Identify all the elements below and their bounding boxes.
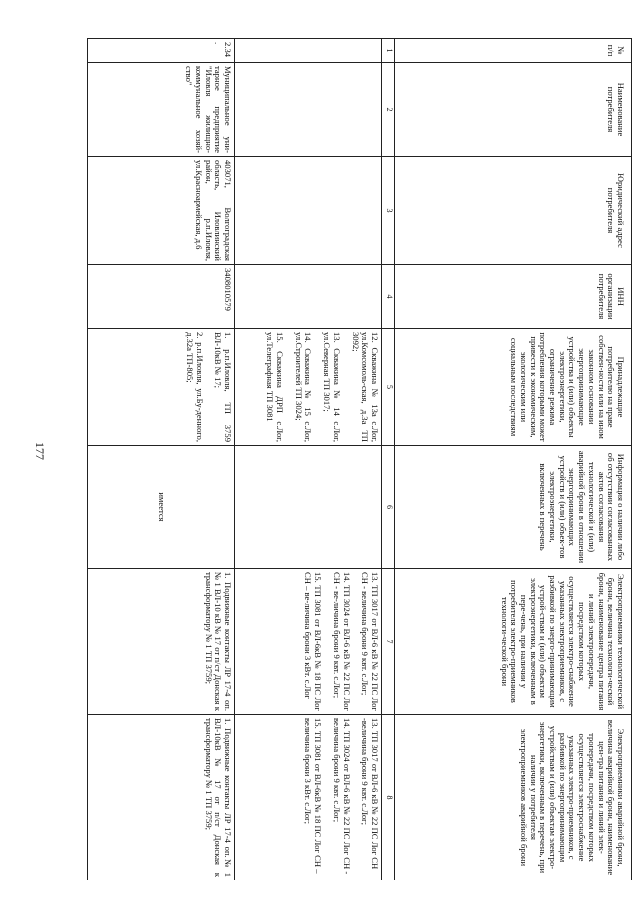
column-number: 4 <box>382 265 395 329</box>
devices-cell <box>88 329 235 446</box>
reserve-entry: 14. ТП 3024 от ВЛ-6 кВ № 22 ПС Лог СН - величина брони 9 квт. с.Лог; <box>331 718 352 875</box>
emergency-reserve-value: 1. Подвижные контакты ЛР 17-4 оп.№ 1 ВЛ-10кВ № 17 от п/ст Донская к трансформатору № 1 ТП 3759; <box>88 715 235 881</box>
table-row <box>88 39 235 881</box>
legal-address: 403071, Волгоградская область, Иловлинский район, р.п.Иловля, ул.Красноармейская, д.6 <box>88 157 235 265</box>
device-entry: 15. Скважина ДРП с.Лог, ул.Телеграфная ТП 3081 <box>265 332 286 442</box>
column-number: 1 <box>382 39 395 63</box>
header-devices: Принадлежащие потребителю на праве собствен-ности или на ином законном основании энергопринимающие устройства и (или) объекты электроэнергетики, ограничение режима потребления которыми может привести к экономическим, экологическим или социальным последствиям <box>395 329 632 446</box>
column-number: 7 <box>382 569 395 715</box>
header-acts-info: Информация о наличии либо об отсутствии согласованных актов согласования технологической и (или) аварийной брони в отношении энергопринимающих устройств и (или) объек-тов электроэнергетики, включенных в перечень <box>395 446 632 569</box>
empty-cell <box>235 265 382 329</box>
technological-reserve-value: 1. Подвижные контакты ЛР 17-4 оп.№ 1 ВЛ-10 кВ № 17 от п/ст Донская к трансформатору № 1 ТП 3759; <box>88 569 235 715</box>
header-legal-address: Юридический адрес потребителя <box>395 157 632 265</box>
reserve-entry: 13. ТП 3017 от ВЛ-6 кВ № 22 ПС Лог СН - величина брони 9 квт. с.Лог; <box>360 572 380 711</box>
device-entry: 12. Скважина № 13а с.Лог, ул.Комсомоль-ская, д.3а ТП 3092; <box>350 332 380 442</box>
header-emergency-reserve: Электроприемники аварийной брони, величина аварийной брони, наименование цен-тра питания и линий элек-тропередачи, посредством которых осуществляется электроснабжение указанных электро-приемников, с разбивкой по энергопринимающим устройствам и (или) объектам электро-энергетики, включенным в перечень, при наличии у потребителя электроприемников аварийной брони <box>395 715 632 881</box>
reserve-entry: 15. ТП 3081 от ВЛ-6кВ № 18 ПС Лог СН – величина брони 3 кВт. с.Лог; <box>303 718 324 874</box>
consumer-reserve-table <box>87 38 632 880</box>
row-number: 2.34. <box>88 39 235 63</box>
empty-cell <box>235 446 382 569</box>
empty-cell <box>235 63 382 157</box>
table-header-row <box>395 39 632 881</box>
column-number: 8 <box>382 715 395 881</box>
inn-value: 3408010579 <box>88 265 235 329</box>
header-number: № п/п <box>395 39 632 63</box>
emergency-reserve-cell <box>235 715 382 881</box>
table-row <box>235 39 382 881</box>
column-number-row <box>382 39 395 881</box>
reserve-entry: 15. ТП 3081 от ВЛ-6кВ № 18 ПС Лог СН – ве-личина брони 3 кВт. с.Лог <box>303 572 324 711</box>
column-number: 3 <box>382 157 395 265</box>
reserve-entry: 14. ТП 3024 от ВЛ-6 кВ № 22 ПС Лог СН - ве-личина брони 9 квт. с.Лог; <box>331 572 352 711</box>
device-entry: 2. р.п.Иловля, ул.Бу-денного, д.32а ТП-805; <box>184 332 205 442</box>
empty-cell <box>235 39 382 63</box>
device-entry: 14. Скважина № 15 с.Лог, ул.Строителей ТП 3024; <box>293 332 314 442</box>
page-number: 177 <box>33 442 47 460</box>
device-entry: 13. Скважина № 14 с.Лог, ул.Северная ТП 3017; <box>322 332 342 442</box>
empty-cell <box>235 157 382 265</box>
header-inn: ИНН организации потребителя <box>395 265 632 329</box>
devices-cell <box>235 329 382 446</box>
header-consumer-name: Наименование потребителя <box>395 63 632 157</box>
header-technological-reserve: Электроприемники технологической брони, величина технологи-ческой брони, наименование центра питания и линий электропередачи, посредством которых осуществляется электро-снабжение указанных электроприемников, с разбивкой по энерго-принимающим устрой-ствам и (или) объектам электроэнергетики, включенным в пере-чень, при наличии у потребителя электро-приемников технологи-ческой брони <box>395 569 632 715</box>
column-number: 6 <box>382 446 395 569</box>
technological-reserve-cell <box>235 569 382 715</box>
document-page <box>64 38 632 880</box>
column-number: 5 <box>382 329 395 446</box>
reserve-entry: 13. ТП 3017 от ВЛ-6 кВ № 22 ПС Лог СН -величина брони 9 квт. с.Лог; <box>360 718 380 870</box>
rotated-table-wrapper <box>64 38 632 880</box>
column-number: 2 <box>382 63 395 157</box>
consumer-name: Муниципальное уни-тарное предприятие "Иловля жилищно-коммунальное хозяй-ство" <box>88 63 235 157</box>
device-entry: 1. р.п.Иловля, ТП 3759 ВЛ-10кВ № 17; <box>213 332 233 442</box>
acts-info-value: имеется <box>88 446 235 569</box>
